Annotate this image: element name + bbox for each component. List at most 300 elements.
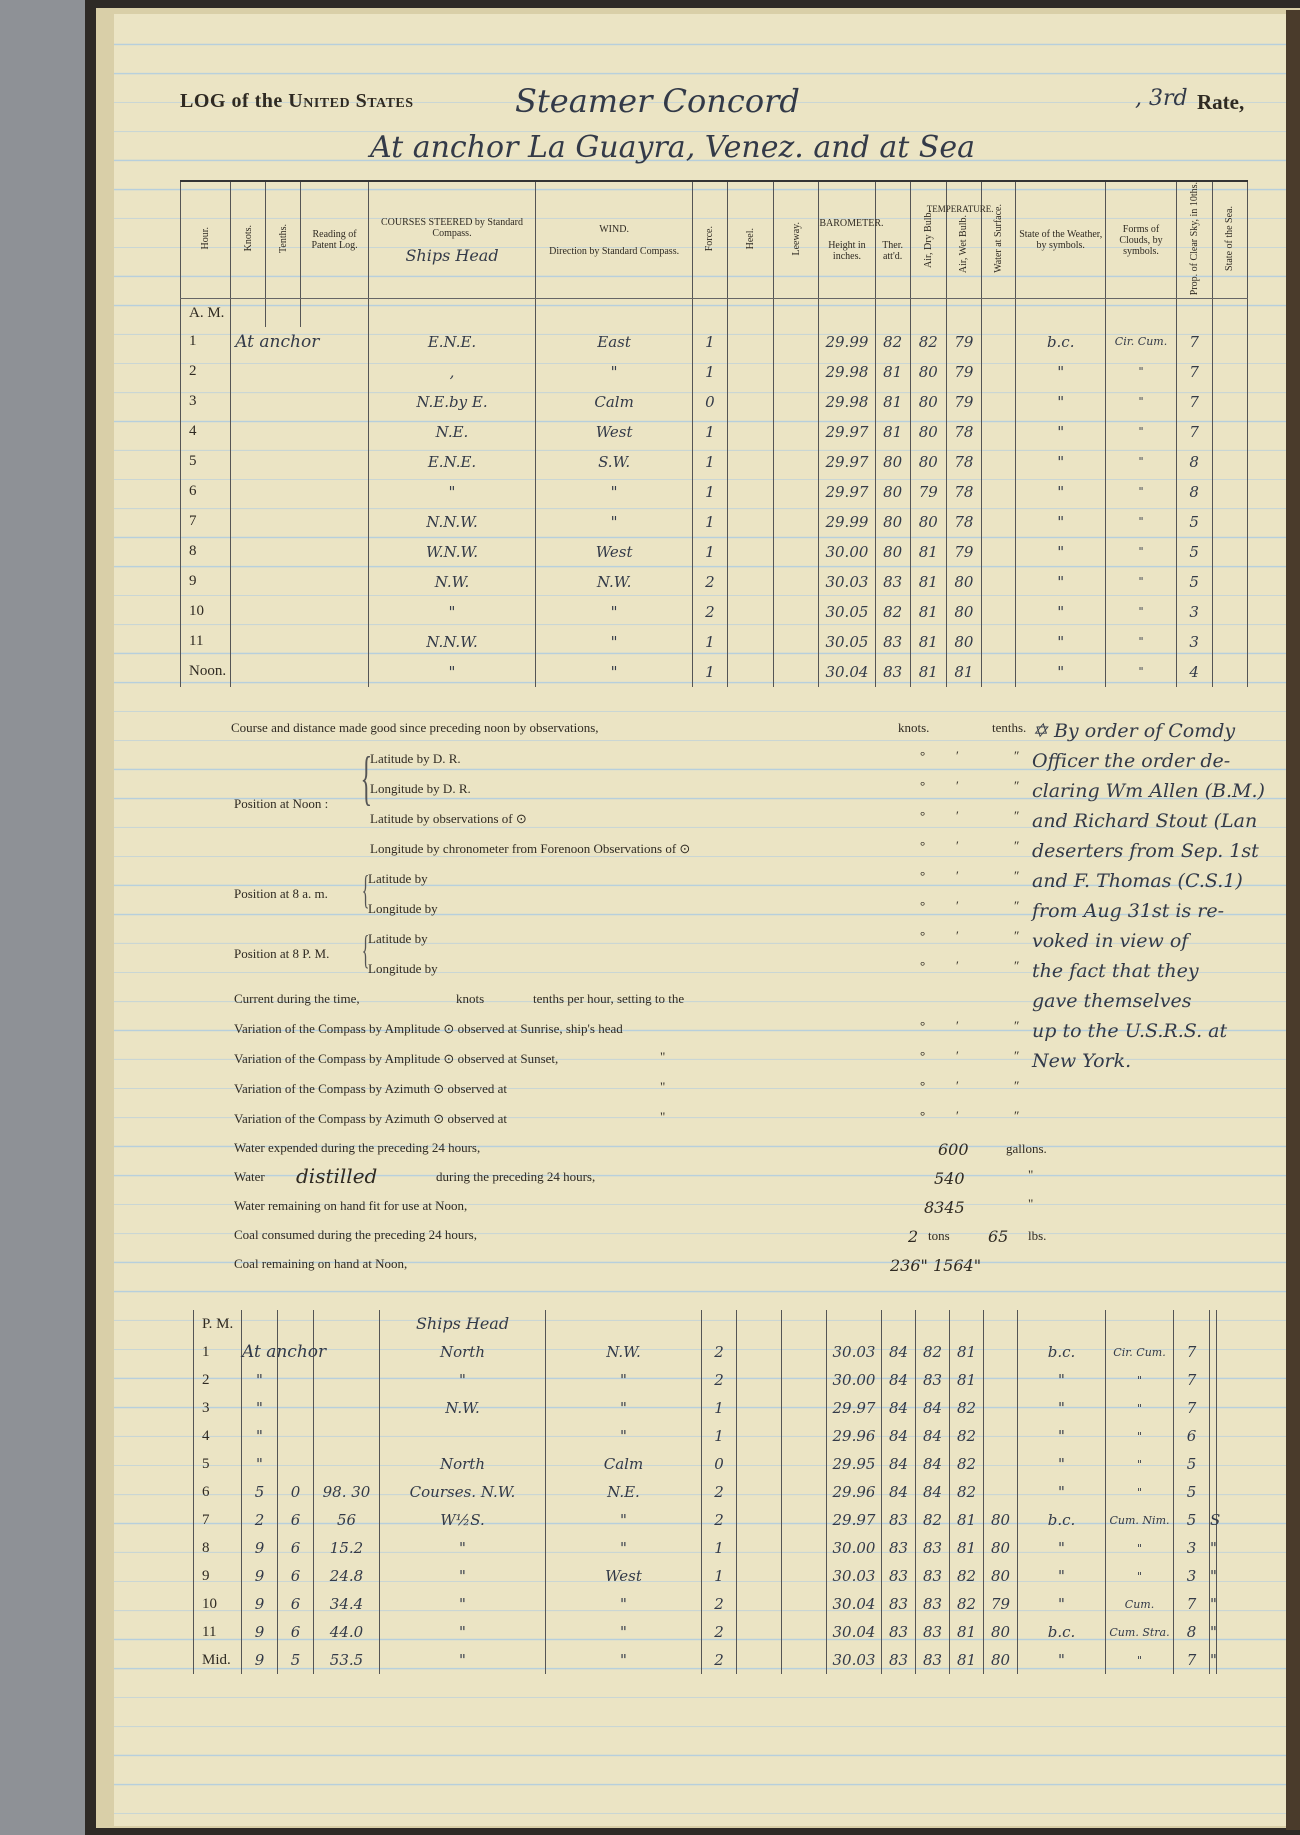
clear-sky-cell: 7 bbox=[1176, 357, 1212, 387]
col-hour: Hour. bbox=[181, 181, 231, 299]
heel-cell bbox=[728, 657, 774, 687]
course-cell: " bbox=[380, 1366, 546, 1394]
dry-bulb-cell: 80 bbox=[910, 507, 946, 537]
water-surface-cell bbox=[984, 1450, 1018, 1478]
var-azimuth-label-2: Variation of the Compass by Azimuth ⊙ observed at bbox=[234, 1111, 508, 1126]
coal-consumed-label: Coal consumed during the preceding 24 hours, bbox=[234, 1227, 477, 1242]
dms-min-mark: ′ bbox=[956, 748, 959, 763]
barometer-cell: 29.97 bbox=[819, 417, 875, 447]
col-water-surface: Water at Surface. bbox=[981, 181, 1015, 299]
sea-state-cell bbox=[1212, 387, 1247, 417]
tenths-cell: 6 bbox=[278, 1590, 314, 1618]
water-distilled: distilled bbox=[296, 1164, 378, 1188]
weather-cell: b.c. bbox=[1016, 327, 1106, 357]
water-surface-cell bbox=[984, 1338, 1018, 1366]
water-label: Water bbox=[234, 1169, 265, 1184]
remark-line: and F. Thomas (C.S.1) bbox=[1032, 870, 1243, 892]
weather-cell: " bbox=[1016, 537, 1106, 567]
dms-sec-mark: ″ bbox=[1014, 748, 1020, 763]
leeway-cell bbox=[774, 597, 819, 627]
hour-cell: 4 bbox=[194, 1422, 242, 1450]
clouds-cell: " bbox=[1106, 1478, 1174, 1506]
clear-sky-cell: 4 bbox=[1176, 657, 1212, 687]
pm-row bbox=[194, 1478, 1217, 1506]
heel-cell bbox=[737, 1646, 782, 1674]
force-cell: 2 bbox=[692, 597, 727, 627]
water-surface-cell: 80 bbox=[984, 1534, 1018, 1562]
heel-cell bbox=[737, 1422, 782, 1450]
knots-cell: 9 bbox=[242, 1590, 278, 1618]
dms-sec-mark: ″ bbox=[1014, 958, 1020, 973]
col-wind: WIND. Direction by Standard Compass. bbox=[536, 181, 693, 299]
leeway-cell bbox=[782, 1590, 827, 1618]
weather-cell: b.c. bbox=[1018, 1506, 1106, 1534]
force-cell: 1 bbox=[692, 537, 727, 567]
sea-state-cell: " bbox=[1210, 1646, 1217, 1674]
dry-bulb-cell: 82 bbox=[910, 327, 946, 357]
tons-label: tons bbox=[928, 1228, 950, 1243]
patent-log-cell bbox=[314, 1450, 380, 1478]
leeway-cell bbox=[782, 1394, 827, 1422]
hour-cell: 6 bbox=[181, 477, 231, 507]
tenths-cell bbox=[278, 1394, 314, 1422]
barometer-cell: 29.96 bbox=[827, 1478, 882, 1506]
ther-attd-cell: 84 bbox=[882, 1478, 916, 1506]
patent-log-cell: 56 bbox=[314, 1506, 380, 1534]
sea-state-cell: " bbox=[1210, 1534, 1217, 1562]
clouds-cell: " bbox=[1106, 1422, 1174, 1450]
col-bar-height: BAROMETER. Height in inches. bbox=[819, 181, 875, 299]
book-spine bbox=[1286, 10, 1300, 1830]
brace-8pm: { bbox=[361, 927, 370, 972]
wet-bulb-cell: 82 bbox=[950, 1590, 984, 1618]
ther-attd-cell: 83 bbox=[882, 1590, 916, 1618]
wind-direction-cell: S.W. bbox=[536, 447, 693, 477]
dms-min-mark: ′ bbox=[956, 1048, 959, 1063]
dry-bulb-cell: 82 bbox=[916, 1506, 950, 1534]
wet-bulb-cell: 80 bbox=[946, 597, 981, 627]
log-title-country: United States bbox=[288, 90, 414, 112]
force-cell: 1 bbox=[692, 507, 727, 537]
patent-log-cell: 53.5 bbox=[314, 1646, 380, 1674]
clouds-cell: " bbox=[1106, 357, 1176, 387]
clear-sky-cell: 7 bbox=[1176, 327, 1212, 357]
ther-attd-cell: 83 bbox=[875, 567, 910, 597]
tenths-cell bbox=[278, 1450, 314, 1478]
remark-line: ✡ By order of Comdy bbox=[1032, 720, 1236, 742]
knots-cell: " bbox=[242, 1366, 278, 1394]
vessel-rate-number: , 3rd bbox=[1135, 86, 1188, 111]
vessel-rate-label: Rate, bbox=[1197, 90, 1245, 114]
clear-sky-cell: 8 bbox=[1176, 447, 1212, 477]
clouds-cell: Cum. Nim. bbox=[1106, 1506, 1174, 1534]
hour-cell: 2 bbox=[194, 1366, 242, 1394]
leeway-cell bbox=[782, 1618, 827, 1646]
water-surface-cell bbox=[981, 507, 1015, 537]
clear-sky-cell: 7 bbox=[1174, 1366, 1210, 1394]
course-cell: " bbox=[380, 1646, 546, 1674]
var-azimuth-ditto-1: " bbox=[660, 1079, 666, 1094]
weather-cell: " bbox=[1016, 627, 1106, 657]
sea-state-cell bbox=[1212, 627, 1247, 657]
dms-sec-mark: ″ bbox=[1014, 838, 1020, 853]
dms-min-mark: ′ bbox=[956, 778, 959, 793]
col-patent-log: Reading of Patent Log. bbox=[301, 181, 368, 299]
lon-8am-label: Longitude by bbox=[368, 901, 438, 916]
knots-cell bbox=[231, 357, 369, 387]
dry-bulb-cell: 84 bbox=[916, 1450, 950, 1478]
wet-bulb-cell: 81 bbox=[950, 1646, 984, 1674]
water-surface-cell bbox=[981, 357, 1015, 387]
clear-sky-cell: 5 bbox=[1176, 537, 1212, 567]
wind-direction-cell: " bbox=[546, 1506, 702, 1534]
leeway-cell bbox=[774, 417, 819, 447]
leeway-cell bbox=[782, 1422, 827, 1450]
barometer-cell: 29.95 bbox=[827, 1450, 882, 1478]
remark-line: claring Wm Allen (B.M.) bbox=[1032, 780, 1265, 802]
hour-cell: 5 bbox=[194, 1450, 242, 1478]
gallons-label: gallons. bbox=[1006, 1141, 1047, 1156]
heel-cell bbox=[728, 387, 774, 417]
leeway-cell bbox=[774, 537, 819, 567]
leeway-cell bbox=[774, 477, 819, 507]
ther-attd-cell: 84 bbox=[882, 1338, 916, 1366]
dry-bulb-cell: 81 bbox=[910, 537, 946, 567]
dry-bulb-cell: 84 bbox=[916, 1394, 950, 1422]
leeway-cell bbox=[782, 1338, 827, 1366]
course-cell: N.E. bbox=[368, 417, 536, 447]
wind-direction-cell: " bbox=[546, 1618, 702, 1646]
water-surface-cell bbox=[981, 567, 1015, 597]
dms-min-mark: ′ bbox=[956, 838, 959, 853]
clouds-cell: " bbox=[1106, 1562, 1174, 1590]
clouds-cell: " bbox=[1106, 1394, 1174, 1422]
leeway-cell bbox=[782, 1450, 827, 1478]
hour-cell: 10 bbox=[194, 1590, 242, 1618]
course-cell: Courses. N.W. bbox=[380, 1478, 546, 1506]
sea-state-cell: " bbox=[1210, 1590, 1217, 1618]
sea-state-cell bbox=[1212, 657, 1247, 687]
hour-cell: 5 bbox=[181, 447, 231, 477]
heel-cell bbox=[737, 1506, 782, 1534]
course-cell: N.N.W. bbox=[368, 627, 536, 657]
leeway-cell bbox=[774, 567, 819, 597]
clouds-cell: Cir. Cum. bbox=[1106, 327, 1176, 357]
pm-label: P. M. bbox=[194, 1310, 242, 1338]
dry-bulb-cell: 83 bbox=[916, 1646, 950, 1674]
force-cell: 0 bbox=[702, 1450, 737, 1478]
clear-sky-cell: 5 bbox=[1176, 507, 1212, 537]
heel-cell bbox=[728, 417, 774, 447]
dms-sec-mark: ″ bbox=[1014, 778, 1020, 793]
barometer-cell: 29.98 bbox=[819, 387, 875, 417]
course-cell: " bbox=[368, 597, 536, 627]
col-weather: State of the Weather, by symbols. bbox=[1016, 181, 1106, 299]
wet-bulb-cell: 82 bbox=[950, 1478, 984, 1506]
patent-log-cell: 98. 30 bbox=[314, 1478, 380, 1506]
course-cell bbox=[380, 1422, 546, 1450]
clear-sky-cell: 7 bbox=[1174, 1394, 1210, 1422]
remark-line: Officer the order de- bbox=[1032, 750, 1231, 772]
pm-row bbox=[194, 1590, 1217, 1618]
course-cell: " bbox=[380, 1618, 546, 1646]
coal-tons-value: 2 bbox=[908, 1227, 919, 1246]
col-knots: Knots. bbox=[231, 181, 266, 299]
dms-deg-mark: ° bbox=[920, 868, 926, 883]
pm-row bbox=[194, 1422, 1217, 1450]
tenths-label: tenths. bbox=[992, 720, 1027, 735]
wind-direction-cell: N.W. bbox=[536, 567, 693, 597]
pm-row bbox=[194, 1618, 1217, 1646]
dms-sec-mark: ″ bbox=[1014, 868, 1020, 883]
dms-deg-mark: ° bbox=[920, 1078, 926, 1093]
ther-attd-cell: 81 bbox=[875, 387, 910, 417]
hour-cell: 4 bbox=[181, 417, 231, 447]
barometer-cell: 30.03 bbox=[819, 567, 875, 597]
barometer-cell: 29.96 bbox=[827, 1422, 882, 1450]
am-row bbox=[181, 327, 1248, 357]
ther-attd-cell: 83 bbox=[875, 657, 910, 687]
heel-cell bbox=[737, 1534, 782, 1562]
course-cell: North bbox=[380, 1450, 546, 1478]
barometer-cell: 30.00 bbox=[827, 1366, 882, 1394]
force-cell: 1 bbox=[702, 1394, 737, 1422]
knots-cell bbox=[231, 447, 369, 477]
sea-state-cell bbox=[1212, 327, 1247, 357]
weather-cell: b.c. bbox=[1018, 1618, 1106, 1646]
wind-direction-cell: " bbox=[536, 507, 693, 537]
weather-cell: " bbox=[1018, 1590, 1106, 1618]
knots-cell bbox=[231, 567, 369, 597]
clear-sky-cell: 5 bbox=[1174, 1506, 1210, 1534]
barometer-cell: 30.03 bbox=[827, 1338, 882, 1366]
clear-sky-cell: 7 bbox=[1174, 1338, 1210, 1366]
col-clouds: Forms of Clouds, by symbols. bbox=[1106, 181, 1176, 299]
sea-state-cell: " bbox=[1210, 1618, 1217, 1646]
hour-cell: 11 bbox=[181, 627, 231, 657]
dms-sec-mark: ″ bbox=[1014, 1108, 1020, 1123]
water-surface-cell bbox=[981, 417, 1015, 447]
clear-sky-cell: 7 bbox=[1174, 1590, 1210, 1618]
weather-cell: " bbox=[1016, 657, 1106, 687]
heel-cell bbox=[728, 597, 774, 627]
wet-bulb-cell: 80 bbox=[946, 627, 981, 657]
wet-bulb-cell: 82 bbox=[950, 1562, 984, 1590]
dms-min-mark: ′ bbox=[956, 958, 959, 973]
dms-sec-mark: ″ bbox=[1014, 928, 1020, 943]
remark-line: deserters from Sep. 1st bbox=[1032, 840, 1259, 862]
hour-cell: Noon. bbox=[181, 657, 231, 687]
ther-attd-cell: 81 bbox=[875, 417, 910, 447]
water-remaining-label: Water remaining on hand fit for use at Noon, bbox=[234, 1198, 468, 1213]
heel-cell bbox=[737, 1450, 782, 1478]
knots-cell: 9 bbox=[242, 1646, 278, 1674]
current-label: Current during the time, bbox=[234, 991, 360, 1006]
water-surface-cell bbox=[981, 387, 1015, 417]
force-cell: 1 bbox=[692, 627, 727, 657]
water-surface-cell: 79 bbox=[984, 1590, 1018, 1618]
tenths-cell: 6 bbox=[278, 1506, 314, 1534]
weather-cell: " bbox=[1016, 357, 1106, 387]
position-noon-label: Position at Noon : bbox=[234, 796, 329, 811]
weather-cell: " bbox=[1016, 567, 1106, 597]
heel-cell bbox=[737, 1478, 782, 1506]
wind-direction-cell: " bbox=[536, 627, 693, 657]
knots-cell bbox=[231, 657, 369, 687]
hour-cell: 6 bbox=[194, 1478, 242, 1506]
clear-sky-cell: 8 bbox=[1176, 477, 1212, 507]
coal-remaining-value: 236" 1564" bbox=[890, 1256, 982, 1275]
force-cell: 1 bbox=[702, 1534, 737, 1562]
lat-8am-label: Latitude by bbox=[368, 871, 428, 886]
current-tenths-label: tenths per hour, setting to the bbox=[533, 991, 685, 1006]
course-cell: " bbox=[380, 1534, 546, 1562]
wet-bulb-cell: 78 bbox=[946, 507, 981, 537]
water-surface-cell bbox=[981, 447, 1015, 477]
water-surface-cell bbox=[981, 597, 1015, 627]
patent-log-cell bbox=[314, 1394, 380, 1422]
hour-cell: 10 bbox=[181, 597, 231, 627]
weather-cell: " bbox=[1016, 447, 1106, 477]
course-cell: W½S. bbox=[380, 1506, 546, 1534]
lat-obs-label: Latitude by observations of ⊙ bbox=[370, 811, 527, 826]
clear-sky-cell: 3 bbox=[1176, 597, 1212, 627]
sea-state-cell bbox=[1212, 477, 1247, 507]
force-cell: 2 bbox=[702, 1618, 737, 1646]
wind-direction-cell: " bbox=[546, 1534, 702, 1562]
dry-bulb-cell: 83 bbox=[916, 1618, 950, 1646]
hour-cell: 3 bbox=[194, 1394, 242, 1422]
water-surface-cell bbox=[984, 1366, 1018, 1394]
sea-state-cell bbox=[1212, 357, 1247, 387]
wet-bulb-cell: 81 bbox=[950, 1506, 984, 1534]
patent-log-cell: 34.4 bbox=[314, 1590, 380, 1618]
wet-bulb-cell: 82 bbox=[950, 1450, 984, 1478]
weather-cell: " bbox=[1018, 1394, 1106, 1422]
dry-bulb-cell: 80 bbox=[910, 357, 946, 387]
dry-bulb-cell: 80 bbox=[910, 387, 946, 417]
water-remaining-ditto: " bbox=[1028, 1196, 1034, 1211]
pm-row bbox=[194, 1450, 1217, 1478]
patent-log-cell: 24.8 bbox=[314, 1562, 380, 1590]
course-cell: North bbox=[380, 1338, 546, 1366]
lon-8pm-label: Longitude by bbox=[368, 961, 438, 976]
force-cell: 1 bbox=[702, 1562, 737, 1590]
leeway-cell bbox=[774, 327, 819, 357]
knots-cell: At anchor bbox=[242, 1338, 278, 1366]
tenths-cell bbox=[278, 1422, 314, 1450]
water-expended-value: 600 bbox=[938, 1140, 969, 1159]
ther-attd-cell: 83 bbox=[882, 1562, 916, 1590]
weather-cell: " bbox=[1018, 1534, 1106, 1562]
hour-cell: 1 bbox=[194, 1338, 242, 1366]
wind-direction-cell: " bbox=[546, 1366, 702, 1394]
barometer-cell: 29.97 bbox=[827, 1506, 882, 1534]
clear-sky-cell: 7 bbox=[1174, 1646, 1210, 1674]
knots-cell: 2 bbox=[242, 1506, 278, 1534]
force-cell: 2 bbox=[692, 567, 727, 597]
water-surface-cell: 80 bbox=[984, 1618, 1018, 1646]
dry-bulb-cell: 84 bbox=[916, 1478, 950, 1506]
course-cell: E.N.E. bbox=[368, 447, 536, 477]
sea-state-cell bbox=[1210, 1422, 1217, 1450]
wet-bulb-cell: 81 bbox=[946, 657, 981, 687]
water-surface-cell bbox=[981, 657, 1015, 687]
clear-sky-cell: 8 bbox=[1174, 1618, 1210, 1646]
ther-attd-cell: 80 bbox=[875, 507, 910, 537]
patent-log-cell bbox=[314, 1366, 380, 1394]
clouds-cell: " bbox=[1106, 1534, 1174, 1562]
wind-direction-cell: West bbox=[536, 417, 693, 447]
force-cell: 2 bbox=[702, 1338, 737, 1366]
weather-cell: " bbox=[1018, 1478, 1106, 1506]
weather-cell: " bbox=[1016, 387, 1106, 417]
barometer-cell: 30.04 bbox=[827, 1590, 882, 1618]
wind-direction-cell: " bbox=[546, 1394, 702, 1422]
wet-bulb-cell: 78 bbox=[946, 447, 981, 477]
hour-cell: 7 bbox=[181, 507, 231, 537]
dry-bulb-cell: 80 bbox=[910, 417, 946, 447]
leeway-cell bbox=[774, 357, 819, 387]
wet-bulb-cell: 79 bbox=[946, 537, 981, 567]
dry-bulb-cell: 83 bbox=[916, 1534, 950, 1562]
water-distilled-label: during the preceding 24 hours, bbox=[436, 1169, 596, 1184]
barometer-cell: 30.00 bbox=[819, 537, 875, 567]
clouds-cell: Cir. Cum. bbox=[1106, 1338, 1174, 1366]
leeway-cell bbox=[774, 447, 819, 477]
knots-cell: " bbox=[242, 1394, 278, 1422]
heel-cell bbox=[737, 1394, 782, 1422]
sea-state-cell bbox=[1210, 1394, 1217, 1422]
wind-direction-cell: " bbox=[546, 1646, 702, 1674]
am-ships-head: Ships Head bbox=[405, 245, 499, 265]
col-ther: Ther. att'd. bbox=[875, 181, 910, 299]
wet-bulb-cell: 78 bbox=[946, 477, 981, 507]
am-row bbox=[181, 537, 1248, 567]
water-surface-cell bbox=[984, 1422, 1018, 1450]
weather-cell: " bbox=[1016, 477, 1106, 507]
dry-bulb-cell: 83 bbox=[916, 1590, 950, 1618]
course-cell: " bbox=[368, 477, 536, 507]
course-cell: " bbox=[380, 1590, 546, 1618]
wind-direction-cell: N.E. bbox=[546, 1478, 702, 1506]
force-cell: 1 bbox=[692, 357, 727, 387]
heel-cell bbox=[728, 507, 774, 537]
water-surface-cell: 80 bbox=[984, 1506, 1018, 1534]
barometer-cell: 30.05 bbox=[819, 627, 875, 657]
am-row bbox=[181, 657, 1248, 687]
course-cell: " bbox=[368, 657, 536, 687]
pm-log-table bbox=[193, 1310, 1221, 1674]
dry-bulb-cell: 82 bbox=[916, 1338, 950, 1366]
weather-cell: " bbox=[1016, 417, 1106, 447]
ther-attd-cell: 81 bbox=[875, 357, 910, 387]
wind-direction-cell: " bbox=[536, 657, 693, 687]
dry-bulb-cell: 83 bbox=[916, 1366, 950, 1394]
vessel-name: Steamer Concord bbox=[515, 82, 800, 120]
knots-cell bbox=[231, 387, 369, 417]
course-cell: " bbox=[380, 1562, 546, 1590]
heel-cell bbox=[728, 537, 774, 567]
knots-cell bbox=[231, 477, 369, 507]
am-log-table bbox=[180, 180, 1248, 687]
sea-state-cell: " bbox=[1210, 1562, 1217, 1590]
wind-direction-cell: Calm bbox=[546, 1450, 702, 1478]
clear-sky-cell: 5 bbox=[1174, 1478, 1210, 1506]
wet-bulb-cell: 82 bbox=[950, 1394, 984, 1422]
knots-cell bbox=[231, 597, 369, 627]
hour-cell: 8 bbox=[181, 537, 231, 567]
